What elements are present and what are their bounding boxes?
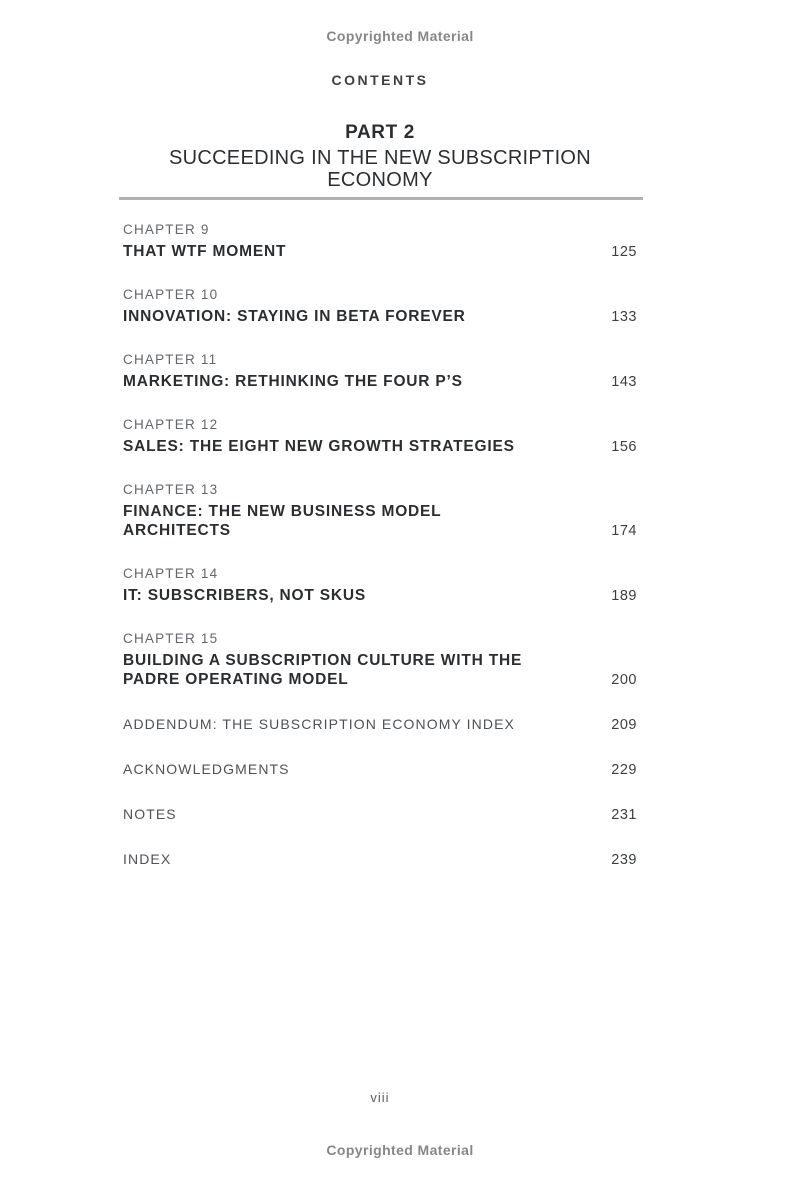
chapter-page-number: 200 [611,672,637,688]
back-matter-page-number: 239 [611,852,637,868]
toc-entry-addendum [123,715,637,734]
toc-entry-notes [123,805,637,824]
chapter-page-number: 156 [611,439,637,455]
chapter-page-number: 174 [611,523,637,539]
chapter-number-label: CHAPTER 11 [123,352,218,367]
back-matter-title: INDEX [123,851,172,867]
chapter-number-label: CHAPTER 9 [123,222,210,237]
chapter-row [123,502,637,540]
back-matter-title: NOTES [123,806,177,822]
toc-entry-chapter-14 [123,566,637,605]
chapter-title: INNOVATION: STAYING IN BETA FOREVER [123,308,466,325]
folio-page-number: viii [370,1090,390,1105]
back-matter-page-number: 209 [611,717,637,733]
chapter-title: MARKETING: RETHINKING THE FOUR P’S [123,373,463,390]
contents-column [123,72,637,869]
chapter-number-label: CHAPTER 12 [123,417,219,432]
chapter-title: IT: SUBSCRIBERS, NOT SKUS [123,587,367,604]
toc-entry-acknowledgments [123,760,637,779]
back-matter-title: ACKNOWLEDGMENTS [123,761,290,777]
chapter-number-label: CHAPTER 14 [123,566,219,581]
chapter-page-number: 189 [611,588,637,604]
chapter-row [123,372,637,391]
chapter-row [123,586,637,605]
contents-heading: CONTENTS [331,72,429,88]
chapter-number-label: CHAPTER 13 [123,482,219,497]
chapter-page-number: 143 [611,374,637,390]
chapter-title: BUILDING A SUBSCRIPTION CULTURE WITH THE PADRE OPERATING MODEL [123,652,523,688]
back-matter-page-number: 231 [611,807,637,823]
chapter-row [123,437,637,456]
toc-entry-chapter-13 [123,482,637,540]
toc-entry-index [123,850,637,869]
toc-entry-chapter-15 [123,631,637,689]
back-matter-title: ADDENDUM: THE SUBSCRIPTION ECONOMY INDEX [123,716,515,732]
chapter-row [123,242,637,261]
toc-entry-chapter-10 [123,287,637,326]
part-label: PART 2 [345,122,415,143]
chapter-row [123,651,637,689]
chapter-title: FINANCE: THE NEW BUSINESS MODEL ARCHITECTS [123,503,442,539]
toc-entry-chapter-11 [123,352,637,391]
copyright-notice-bottom: Copyrighted Material [326,1142,474,1158]
chapter-number-label: CHAPTER 15 [123,631,219,646]
toc-entry-chapter-12 [123,417,637,456]
chapter-title: SALES: THE EIGHT NEW GROWTH STRATEGIES [123,438,515,455]
copyright-notice-top: Copyrighted Material [326,28,474,44]
back-matter-page-number: 229 [611,762,637,778]
chapter-row [123,307,637,326]
chapter-title: THAT WTF MOMENT [123,243,287,260]
chapter-number-label: CHAPTER 10 [123,287,219,302]
chapter-list [123,222,637,689]
chapter-page-number: 125 [611,244,637,260]
chapter-page-number: 133 [611,309,637,325]
back-matter-list [123,715,637,869]
toc-entry-chapter-9 [123,222,637,261]
section-divider [119,197,643,200]
part-title: SUCCEEDING IN THE NEW SUBSCRIPTION ECONOMY [168,147,592,191]
